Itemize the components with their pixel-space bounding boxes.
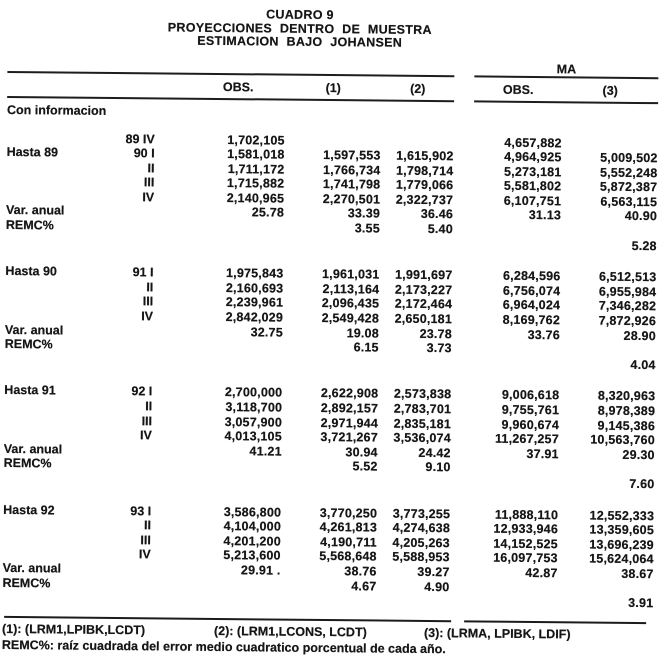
quarter-label: IV [138, 547, 151, 562]
cell-ma-obs: 11,888,110 [494, 507, 559, 522]
cell-obs: 4,104,000 [223, 519, 282, 534]
row-group-label [6, 174, 98, 189]
quarter-label: II [144, 518, 152, 533]
column-gap [450, 475, 470, 490]
cell-model-2: 2,172,464 [394, 297, 453, 312]
cell-model-3: 4.04 [630, 357, 656, 372]
cell-model-1: 2,892,157 [320, 400, 379, 416]
column-gap [450, 521, 470, 536]
cell-model-2: 23.78 [419, 326, 452, 341]
row-group-label [2, 590, 94, 605]
column-gap [451, 461, 471, 476]
cell-ma-obs: 33.76 [527, 327, 560, 342]
column-gap [452, 341, 472, 356]
cell-model-2: 24.42 [418, 445, 451, 460]
cell-model-3 [560, 342, 656, 358]
row-group-label: Hasta 90 [5, 264, 57, 279]
column-gap [451, 431, 471, 446]
cell-ma-obs [472, 342, 560, 357]
cell-model-1: 1,961,031 [321, 267, 380, 282]
row-group-label [6, 189, 98, 204]
ma-group-label: MA [556, 61, 577, 76]
table-number-title: CUADRO 9 [266, 7, 334, 23]
cell-obs: 1,702,105 [227, 132, 285, 148]
cell-model-2 [377, 474, 450, 489]
cell-ma-obs: 42.87 [525, 565, 558, 581]
cell-ma-obs [473, 222, 561, 237]
cell-model-1: 30.94 [345, 444, 378, 460]
row-group-label: REMC% [3, 456, 52, 471]
column-gap [452, 268, 472, 283]
cell-model-2: 1,798,714 [395, 163, 454, 178]
cell-model-2: 9.10 [425, 460, 451, 475]
cell-model-3: 5,009,502 [600, 150, 658, 166]
cell-ma-obs: 14,152,525 [493, 536, 558, 551]
cell-model-2: 4,274,638 [392, 520, 451, 536]
column-gap [452, 356, 472, 371]
cell-model-2: 2,573,838 [393, 387, 452, 402]
quarter-label [95, 562, 151, 577]
quarter-label: 92 I [131, 384, 153, 399]
quarter-label: II [145, 399, 153, 414]
cell-model-2: 2,173,227 [394, 282, 453, 298]
column-gap [450, 565, 470, 580]
cell-model-2: 4.90 [424, 579, 450, 594]
column-gap [451, 417, 471, 432]
row-group-label: Hasta 89 [6, 145, 59, 160]
quarter-label: IV [140, 428, 152, 443]
column-gap [453, 208, 473, 223]
cell-model-2 [380, 236, 453, 251]
cell-model-1 [281, 474, 377, 490]
column-gap [451, 446, 471, 461]
cell-model-2: 5.40 [427, 222, 453, 237]
quarter-label: II [146, 280, 154, 295]
table-body [0, 130, 658, 611]
table-title-line3: ESTIMACION BAJO JOHANSEN [197, 33, 403, 50]
cell-ma-obs: 8,169,762 [502, 312, 561, 328]
cell-model-1: 2,622,908 [320, 386, 379, 401]
cell-obs: 1,581,018 [227, 147, 285, 162]
cell-model-1: 1,766,734 [322, 162, 381, 178]
cell-obs: 1,975,843 [225, 266, 284, 281]
cell-ma-obs: 12,933,946 [493, 521, 559, 537]
row-group-label: Hasta 91 [4, 383, 56, 398]
footnote-model-2: (2): (LRM1,LCONS, LCDT) [213, 623, 367, 640]
cell-model-3: 5,552,248 [599, 165, 658, 180]
quarter-label [94, 591, 150, 606]
cell-model-3: 5,872,387 [599, 179, 658, 195]
footnote-remc-definition: REMC%: raíz cuadrada del error medio cuadratico porcentual de cada año. [1, 637, 446, 656]
cell-obs [154, 234, 284, 250]
row-group-label: Var. anual [5, 203, 65, 218]
row-group-label [3, 471, 95, 486]
cell-model-3: 13,359,605 [589, 522, 655, 538]
cell-obs: 1,711,172 [227, 161, 285, 177]
cell-model-2: 5,588,953 [392, 550, 450, 565]
cell-model-3: 8,978,389 [597, 403, 656, 419]
cell-model-3: 12,552,333 [589, 508, 655, 523]
row-group-label: Var. anual [2, 560, 62, 576]
quarter-label [98, 219, 154, 234]
cell-model-3: 5.28 [631, 238, 657, 253]
cell-model-2: 39.27 [417, 564, 450, 580]
cell-model-1: 19.08 [346, 325, 379, 341]
cell-obs: 29.91 . [240, 563, 281, 578]
cell-model-3: 6,563,115 [600, 194, 658, 210]
row-group-label [3, 532, 95, 547]
cell-model-2: 2,835,181 [393, 416, 452, 431]
column-gap [454, 135, 474, 150]
cell-model-3: 3.91 [628, 596, 654, 611]
row-group-label [4, 413, 96, 428]
quarter-label [96, 443, 152, 458]
table-block [0, 502, 654, 610]
cell-model-2: 36.46 [420, 207, 454, 222]
cell-model-1: 2,113,164 [322, 281, 380, 297]
quarter-label [97, 323, 153, 338]
cell-model-3 [559, 462, 655, 478]
cell-model-1: 1,741,798 [322, 177, 381, 192]
cell-obs: 4,013,105 [224, 429, 282, 444]
quarter-label: 90 I [133, 146, 155, 161]
cell-model-3: 8,320,963 [597, 389, 656, 404]
quarter-label [98, 233, 154, 248]
column-gap [452, 312, 472, 327]
cell-model-1 [280, 593, 376, 609]
cell-model-3: 7.60 [629, 476, 655, 492]
row-group-label [5, 352, 97, 367]
quarter-label: III [142, 294, 154, 309]
column-gap [452, 327, 472, 342]
cell-model-1: 4,190,711 [320, 534, 377, 550]
row-group-label [4, 398, 96, 413]
cell-model-3: 40.90 [624, 209, 658, 224]
cell-model-1 [284, 235, 380, 251]
cell-model-1: 33.39 [347, 206, 381, 221]
cell-model-3: 29.30 [622, 447, 655, 462]
cell-ma-obs: 9,960,674 [501, 417, 560, 432]
column-header-ma-obs: OBS. [502, 82, 534, 97]
column-gap [451, 388, 471, 403]
cell-ma-obs: 9,006,618 [501, 388, 560, 403]
quarter-label [95, 472, 151, 487]
quarter-label [94, 576, 150, 591]
column-gap [453, 193, 473, 208]
cell-obs [150, 591, 280, 607]
table-block [0, 264, 657, 372]
cell-ma-obs: 11,267,257 [494, 431, 559, 447]
quarter-label: 89 IV [125, 131, 155, 146]
row-group-label [5, 293, 97, 308]
column-gap [449, 594, 469, 609]
row-group-label: Var. anual [4, 322, 64, 338]
cell-model-3: 7,346,282 [598, 299, 657, 314]
cell-model-3: 38.67 [621, 566, 654, 582]
column-gap [452, 283, 472, 298]
quarter-label: IV [142, 190, 155, 205]
cell-ma-obs [470, 475, 558, 490]
quarter-label [98, 204, 154, 219]
cell-model-1 [283, 354, 379, 370]
cell-model-2: 2,650,181 [394, 311, 453, 327]
row-group-label [3, 546, 95, 561]
column-gap [453, 179, 473, 194]
quarter-label: II [147, 160, 155, 176]
cell-model-2: 3,773,255 [392, 506, 451, 521]
cell-obs: 4,201,200 [223, 533, 281, 549]
footnote-model-3: (3): (LRMA, LPIBK, LDIF) [423, 625, 571, 642]
row-group-label: Var. anual [3, 441, 63, 457]
cell-model-2: 2,322,737 [395, 192, 454, 208]
column-gap [454, 149, 474, 164]
cell-ma-obs: 9,755,761 [501, 402, 560, 418]
cell-model-1: 2,096,435 [321, 296, 380, 311]
column-gap [451, 402, 471, 417]
footnote-model-1: (1): (LRM1,LPIBK,LCDT) [1, 621, 146, 638]
cell-obs: 32.75 [250, 324, 283, 340]
cell-model-1: 1,597,553 [323, 148, 381, 163]
cell-model-3: 6,955,984 [598, 284, 657, 300]
cell-ma-obs: 4,964,925 [504, 149, 562, 165]
quarter-label: III [143, 175, 155, 190]
cell-model-3: 9,145,386 [597, 418, 656, 433]
cell-model-3: 15,624,064 [589, 551, 654, 567]
cell-ma-obs [472, 356, 560, 371]
cell-model-3: 7,872,926 [598, 313, 657, 329]
cell-model-1: 4.67 [351, 578, 377, 594]
column-gap [449, 580, 469, 595]
cell-model-3 [562, 136, 658, 152]
cell-model-2 [376, 594, 449, 609]
row-group-label [4, 427, 96, 442]
cell-model-1: 2,549,428 [321, 310, 380, 326]
row-group-label: REMC% [4, 337, 53, 352]
table-block [0, 383, 655, 491]
cell-model-3 [561, 223, 657, 239]
cell-obs: 25.78 [251, 205, 285, 221]
quarter-label [96, 457, 152, 472]
cell-obs [153, 353, 283, 369]
cell-model-1: 5,568,648 [319, 549, 377, 564]
row-group-label [5, 279, 97, 294]
column-header-1: (1) [325, 80, 341, 95]
cell-model-1 [285, 133, 381, 149]
row-group-label: Hasta 92 [3, 502, 55, 517]
cell-model-2: 1,615,902 [396, 148, 454, 164]
cell-ma-obs: 6,107,751 [503, 193, 562, 209]
cell-obs [151, 472, 281, 488]
cell-ma-obs: 16,097,753 [493, 550, 558, 566]
cell-ma-obs [473, 237, 561, 252]
column-header-obs: OBS. [222, 79, 254, 94]
section-label: Con informacion [6, 102, 107, 118]
cell-obs: 5,213,600 [223, 548, 281, 563]
quarter-label: 91 I [132, 265, 154, 280]
cell-obs: 1,715,882 [226, 176, 285, 191]
column-gap [453, 164, 473, 179]
column-gap [450, 551, 470, 566]
cell-model-2: 1,991,697 [394, 267, 453, 283]
cell-obs: 3,057,900 [224, 414, 283, 430]
cell-ma-obs: 37.91 [526, 446, 559, 462]
cell-obs: 3,118,700 [225, 400, 283, 415]
cell-model-1: 2,971,944 [320, 415, 379, 431]
cell-ma-obs: 6,284,596 [502, 268, 561, 284]
cell-obs: 2,140,965 [226, 190, 285, 206]
row-group-label [6, 233, 98, 248]
cell-model-1: 4,261,813 [319, 520, 378, 535]
cell-model-2: 3,536,074 [393, 430, 451, 446]
column-gap [450, 536, 470, 551]
cell-obs: 2,160,693 [225, 280, 284, 296]
cell-model-1: 6.15 [353, 340, 379, 355]
cell-obs [150, 577, 280, 593]
cell-obs [153, 339, 283, 355]
cell-obs: 41.21 [249, 444, 282, 459]
cell-ma-obs: 5,581,802 [503, 178, 562, 194]
cell-model-2: 3.73 [426, 341, 452, 356]
cell-ma-obs: 5,273,181 [503, 164, 562, 179]
cell-model-1: 5.52 [352, 459, 378, 474]
quarter-label [97, 353, 153, 368]
column-gap [452, 298, 472, 313]
row-group-label: REMC% [5, 217, 54, 233]
row-group-label: REMC% [2, 575, 51, 590]
column-header-3: (3) [602, 83, 618, 98]
cell-ma-obs: 6,964,024 [502, 298, 561, 313]
cell-ma-obs [469, 580, 557, 595]
cell-ma-obs: 4,657,882 [504, 135, 562, 150]
cell-model-1: 38.76 [344, 564, 377, 579]
cell-model-3: 13,696,239 [589, 537, 654, 552]
table-block [0, 130, 658, 253]
cell-obs: 3,586,800 [223, 504, 282, 520]
cell-obs: 2,239,961 [225, 295, 284, 311]
column-gap [450, 507, 470, 522]
row-group-label [5, 308, 97, 323]
cell-model-3: 6,512,513 [598, 269, 657, 285]
quarter-label: III [141, 413, 153, 428]
cell-ma-obs: 31.13 [528, 208, 562, 223]
cell-model-2: 4,205,263 [392, 535, 450, 550]
column-gap [453, 222, 473, 237]
column-header-2: (2) [410, 81, 426, 96]
cell-obs [154, 219, 284, 235]
cell-model-1: 3.55 [354, 221, 380, 236]
cell-model-1: 2,270,501 [322, 191, 381, 207]
cell-ma-obs [469, 595, 557, 610]
cell-model-2 [379, 355, 452, 370]
cell-model-2: 2,783,701 [393, 401, 452, 417]
cell-model-1: 3,770,250 [319, 505, 378, 521]
cell-model-3: 10,563,760 [590, 432, 655, 448]
quarter-label: IV [141, 309, 154, 324]
cell-obs: 2,842,029 [225, 310, 284, 325]
cell-model-1: 3,721,267 [320, 430, 378, 445]
row-group-label [6, 160, 98, 175]
cell-ma-obs [471, 461, 559, 476]
cell-model-2: 1,779,066 [395, 177, 454, 193]
column-gap [453, 237, 473, 252]
row-group-label [7, 130, 99, 145]
cell-model-3: 28.90 [623, 328, 656, 343]
cell-model-2 [381, 134, 454, 149]
row-group-label [3, 517, 95, 532]
cell-obs [152, 458, 282, 474]
quarter-label: III [140, 532, 151, 548]
cell-model-3 [557, 581, 653, 597]
cell-ma-obs: 6,756,074 [502, 283, 561, 299]
table-title-line2: PROYECCIONES DENTRO DE MUESTRA [167, 19, 432, 37]
quarter-label [97, 338, 153, 353]
cell-obs: 2,700,000 [224, 385, 283, 400]
table-title-block [0, 0, 600, 52]
quarter-label: 93 I [130, 503, 152, 518]
